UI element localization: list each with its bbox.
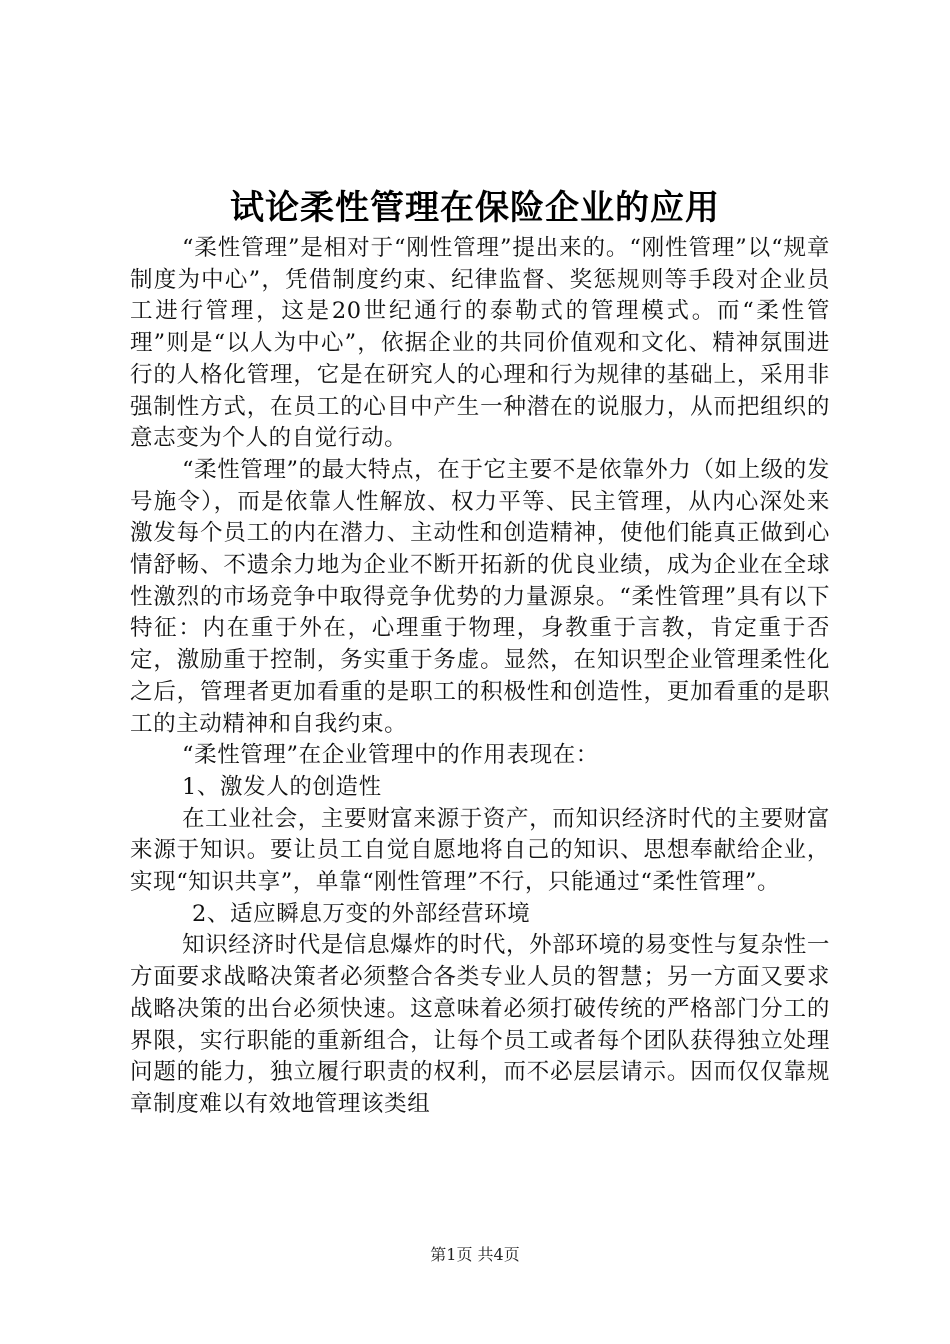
page-footer: 第1页 共4页 — [430, 1245, 520, 1264]
document-body — [130, 233, 830, 1121]
paragraph-creativity: 在工业社会，主要财富来源于资产，而知识经济时代的主要财富来源于知识。要让员工自觉自愿地将自己的知识、思想奉献给企业，实现“知识共享”，单靠“刚性管理”不行，只能通过“柔性管理”。 — [130, 805, 830, 896]
paragraph-features: “柔性管理”的最大特点，在于它主要不是依靠外力（如上级的发号施令），而是依靠人性解放、权力平等、民主管理，从内心深处来激发每个员工的内在潜力、主动性和创造精神，使他们能真正做到心情舒畅、不遗余力地为企业不断开拓新的优良业绩，成为企业在全球性激烈的市场竞争中取得竞争优势的力量源泉。“柔性管理”具有以下特征：内在重于外在，心理重于物理，身教重于言教，肯定重于否定，激励重于控制，务实重于务虚。显然，在知识型企业管理柔性化之后，管理者更加看重的是职工的积极性和创造性，更加看重的是职工的主动精神和自我约束。 — [130, 456, 830, 737]
paragraph-roles-lead: “柔性管理”在企业管理中的作用表现在： — [182, 742, 599, 769]
section-heading-2: 2、适应瞬息万变的外部经营环境 — [192, 900, 531, 927]
section-heading-1: 1、激发人的创造性 — [182, 773, 382, 800]
paragraph-environment: 知识经济时代是信息爆炸的时代，外部环境的易变性与复杂性一方面要求战略决策者必须整合各类专业人员的智慧；另一方面又要求战略决策的出台必须快速。这意味着必须打破传统的严格部门分工的界限，实行职能的重新组合，让每个员工或者每个团队获得独立处理问题的能力，独立履行职责的权利，而不必层层请示。因而仅仅靠规章制度难以有效地管理该类组 — [130, 932, 830, 1117]
document-title: 试论柔性管理在保险企业的应用 — [230, 188, 720, 228]
paragraph-intro: “柔性管理”是相对于“刚性管理”提出来的。“刚性管理”以“规章制度为中心”，凭借制度约束、纪律监督、奖惩规则等手段对企业员工进行管理，这是20世纪通行的泰勒式的管理模式。而“柔性管理”则是“以人为中心”，依据企业的共同价值观和文化、精神氛围进行的人格化管理，它是在研究人的心理和行为规律的基础上，采用非强制性方式，在员工的心目中产生一种潜在的说服力，从而把组织的意志变为个人的自觉行动。 — [130, 235, 830, 452]
